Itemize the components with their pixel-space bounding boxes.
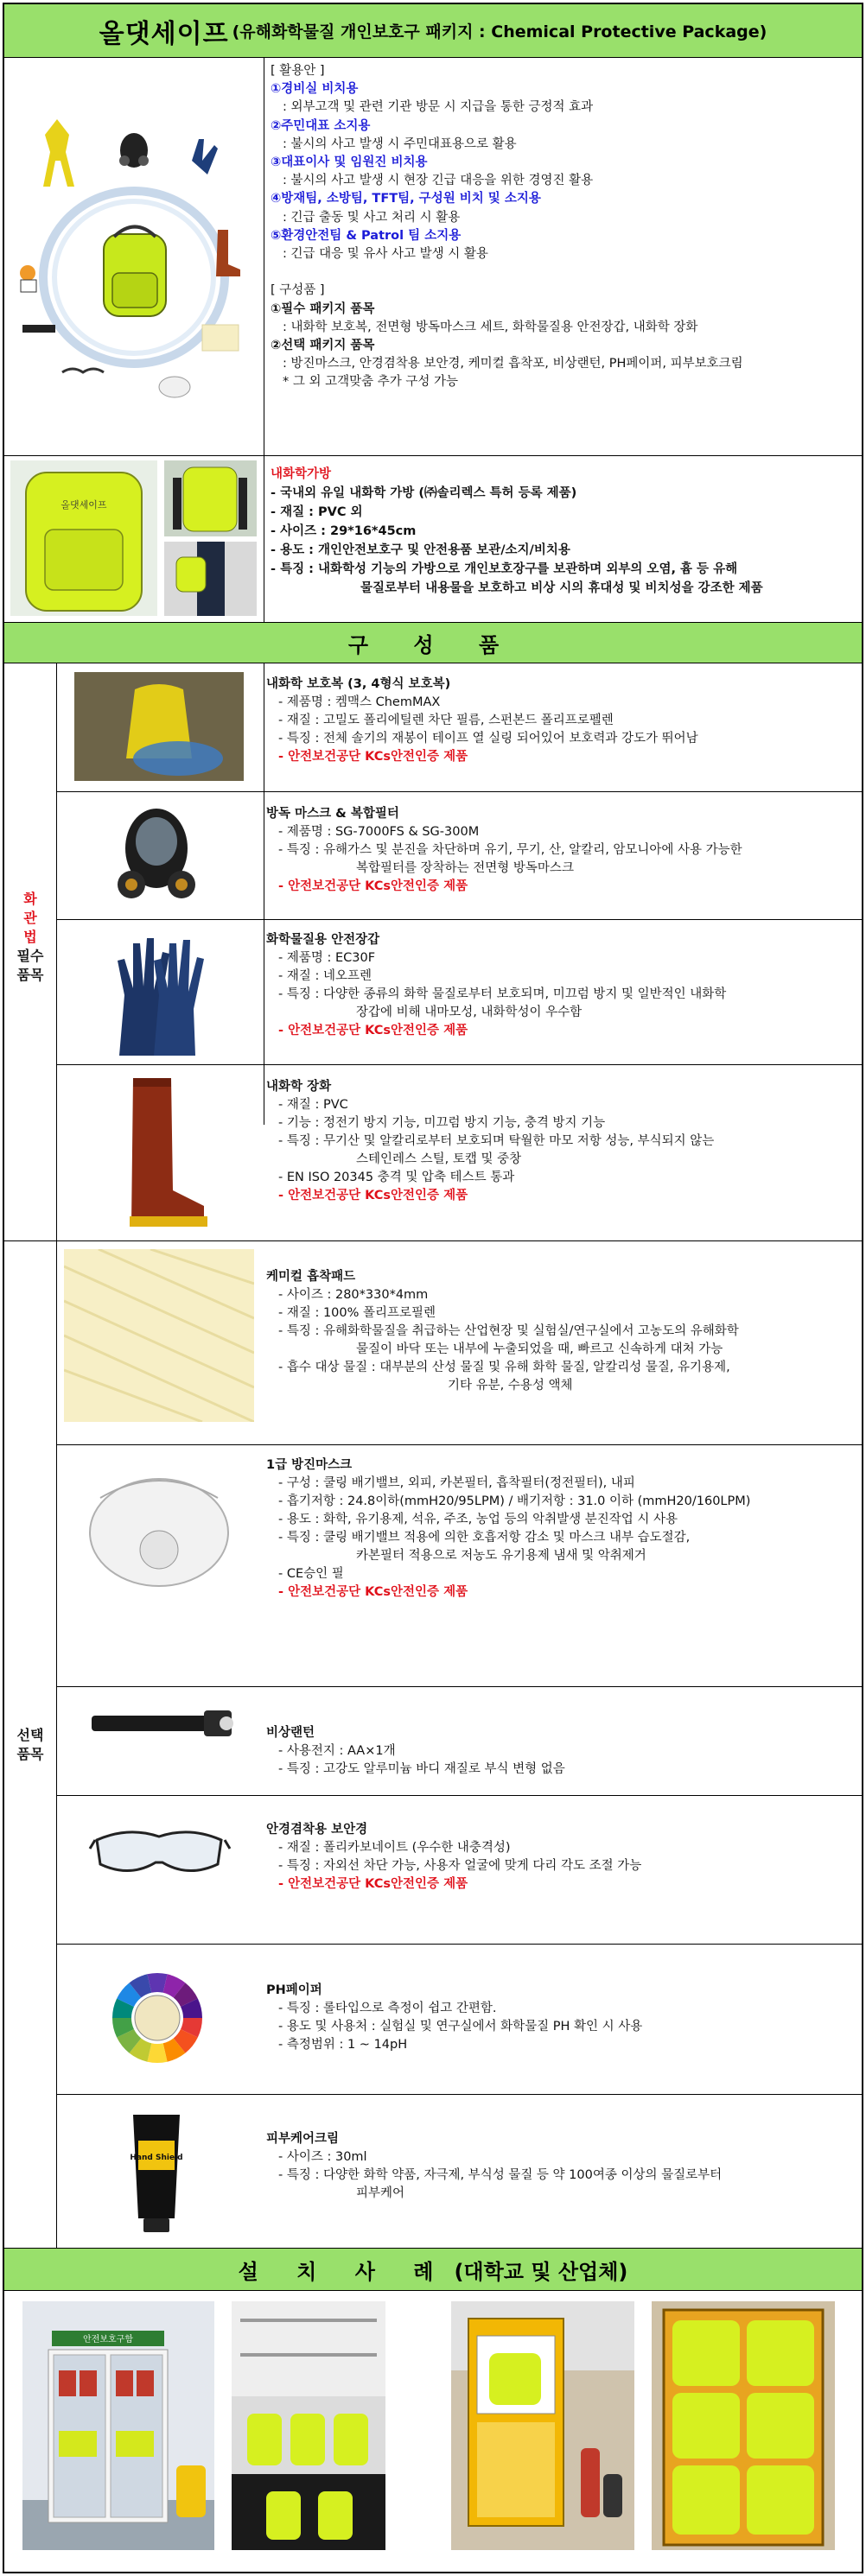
boot-line-3-cont: 스테인레스 스틸, 토캡 및 중창 <box>356 1152 522 1166</box>
ph-paper-photo <box>109 1970 206 2066</box>
lantern-line-1: - 사용전지 : AA×1개 <box>278 1744 396 1758</box>
bag-line-5-cont: 물질로부터 내용물을 보호하고 비상 시의 휴대성 및 비치성을 강조한 제품 <box>360 581 763 595</box>
mask-line-1: - 제품명 : SG-7000FS & SG-300M <box>278 825 480 839</box>
row-divider <box>4 455 862 456</box>
row-divider-glove <box>56 1064 862 1065</box>
mask-photo <box>105 798 207 912</box>
ph-line-1: - 특징 : 롤타입으로 측정이 쉽고 간편함. <box>278 2002 497 2015</box>
config-heading: [ 구성품 ] <box>271 283 325 298</box>
boot-title: 내화학 장화 <box>266 1080 332 1094</box>
pad-line-2: - 재질 : 100% 폴리프로필렌 <box>278 1306 436 1320</box>
dust-line-4-cont: 카본필터 적용으로 저농도 유기용제 냄새 및 악취제거 <box>356 1549 646 1563</box>
goggles-line-2: - 특징 : 자외선 차단 가능, 사용자 얼굴에 맞게 다리 각도 조절 가능 <box>278 1859 642 1873</box>
boot-line-2: - 기능 : 정전기 방지 기능, 미끄럼 방지 기능, 충격 방지 기능 <box>278 1116 606 1130</box>
usage-item-1: ①경비실 비치용 <box>271 82 359 97</box>
ph-title: PH페이퍼 <box>266 1983 322 1997</box>
usage-item-2-desc: : 불시의 사고 발생 시 주민대표용으로 활용 <box>283 136 517 151</box>
goggles-title: 안경겸착용 보안경 <box>266 1823 368 1837</box>
optional-word-2: 품목 <box>16 1746 44 1762</box>
cream-tube-text: Hand Shield <box>130 2154 183 2162</box>
dust-cert: - 안전보건공단 KCs안전인증 제품 <box>278 1585 468 1599</box>
required-char-3: 법 <box>23 929 37 945</box>
pad-line-3: - 특징 : 유해화학물질을 취급하는 산업현장 및 실험실/연구실에서 고농도의 유해화학 <box>278 1324 739 1338</box>
boot-text <box>266 1078 714 1205</box>
required-char-2: 관 <box>23 910 37 926</box>
required-word-2: 품목 <box>16 967 44 983</box>
dust-line-1: - 구성 : 쿨링 배기밸브, 외피, 카본필터, 흡착필터(정전필터), 내피 <box>278 1476 635 1490</box>
optional-word-1: 선택 <box>16 1727 44 1743</box>
bag-line-1: - 국내외 유일 내화학 가방 (㈜솔리렉스 특허 등록 제품) <box>271 486 577 500</box>
dust-line-5: - CE승인 필 <box>278 1567 344 1581</box>
goggles-text <box>266 1821 641 1894</box>
required-label <box>4 890 56 985</box>
usage-heading: [ 활용안 ] <box>271 64 325 78</box>
cream-line-2: - 특징 : 다양한 화학 약품, 자극제, 부식성 물질 등 약 100여종 이상의 물질로부터 <box>278 2168 723 2182</box>
install-photo-4 <box>652 2301 835 2550</box>
pad-line-1: - 사이즈 : 280*330*4mm <box>278 1288 429 1302</box>
boot-line-1: - 재질 : PVC <box>278 1098 348 1112</box>
suit-line-3: - 특징 : 전체 솔기의 재봉이 테이프 열 실링 되어있어 보호력과 강도가 뛰어남 <box>278 732 698 746</box>
bag-text <box>271 465 763 598</box>
row-divider-pad <box>56 1444 862 1445</box>
bag-photo-main <box>10 460 157 616</box>
mask-title: 방독 마스크 & 복합필터 <box>266 807 399 821</box>
usage-item-3-desc: : 불시의 사고 발생 시 현장 긴급 대응을 위한 경영진 활용 <box>283 174 594 188</box>
pad-title: 케미컬 흡착패드 <box>266 1270 356 1284</box>
composition-title: 구 성 품 <box>347 632 519 657</box>
package-illustration <box>10 66 258 446</box>
cream-line-1: - 사이즈 : 30ml <box>278 2150 367 2164</box>
mask-text <box>266 805 742 896</box>
install-title-spaced: 설 치 사 례 <box>238 2259 449 2284</box>
install-photo-1 <box>22 2301 214 2550</box>
bag-title: 내화학가방 <box>271 467 332 481</box>
dust-line-2: - 흡기저항 : 24.8이하(mmH20/95LPM) / 배기저항 : 31.0 이하 (mmH20/160LPM) <box>278 1494 751 1508</box>
install-photo-2 <box>232 2301 385 2550</box>
pad-text <box>266 1268 739 1395</box>
config-note: * 그 외 고객맞춤 추가 구성 가능 <box>283 375 458 390</box>
usage-text <box>271 62 743 392</box>
boot-cert: - 안전보건공단 KCs안전인증 제품 <box>278 1189 468 1202</box>
row-divider-suit <box>56 791 862 792</box>
lantern-photo <box>83 1702 239 1745</box>
install-photo-3 <box>451 2301 634 2550</box>
suit-title: 내화학 보호복 (3, 4형식 보호복) <box>266 677 451 691</box>
pad-line-4: - 흡수 대상 물질 : 대부분의 산성 물질 및 유해 화학 물질, 알칼리성 물질, 유기용제, <box>278 1361 730 1374</box>
ph-line-2: - 용도 및 사용처 : 실험실 및 연구실에서 화학물질 PH 확인 시 사용 <box>278 2020 643 2034</box>
mask-line-2: - 특징 : 유해가스 및 분진을 차단하며 유기, 무기, 산, 알칼리, 암모니아에 사용 가능한 <box>278 843 742 857</box>
glove-text <box>266 931 726 1040</box>
row-divider-dust <box>56 1686 862 1687</box>
goggles-line-1: - 재질 : 폴리카보네이트 (우수한 내충격성) <box>278 1841 511 1855</box>
usage-item-2: ②주민대표 소지용 <box>271 118 371 133</box>
glove-line-2: - 재질 : 네오프렌 <box>278 969 372 983</box>
config-required: ①필수 패키지 품목 <box>271 301 375 316</box>
config-optional: ②선택 패키지 품목 <box>271 339 375 353</box>
required-word-1: 필수 <box>16 948 44 964</box>
bag-line-3: - 사이즈 : 29*16*45cm <box>271 524 417 538</box>
row-divider-ph <box>56 2094 862 2095</box>
cream-line-2-cont: 피부케어 <box>356 2186 405 2200</box>
row-divider-mask <box>56 919 862 920</box>
goggles-photo <box>86 1814 233 1890</box>
boot-line-4: - EN ISO 20345 충격 및 압축 테스트 통과 <box>278 1171 515 1184</box>
usage-item-4-desc: : 긴급 출동 및 사고 처리 시 활용 <box>283 210 461 225</box>
glove-photo <box>102 926 206 1057</box>
install-title-rest: (대학교 및 산업체) <box>454 2259 628 2284</box>
glove-cert: - 안전보건공단 KCs안전인증 제품 <box>278 1024 468 1037</box>
dust-mask-photo <box>74 1463 244 1593</box>
dust-line-4: - 특징 : 쿨링 배기밸브 적용에 의한 호흡저항 감소 및 마스크 내부 습도절감, <box>278 1531 691 1545</box>
usage-item-3: ③대표이사 및 임원진 비치용 <box>271 155 428 170</box>
row-divider-goggles <box>56 1944 862 1945</box>
row-divider-boot <box>56 1240 862 1241</box>
glove-title: 화학물질용 안전장갑 <box>266 933 380 947</box>
glove-line-1: - 제품명 : EC30F <box>278 951 376 965</box>
label-column-divider <box>56 663 57 2248</box>
lantern-line-2: - 특징 : 고강도 알루미늄 바디 재질로 부식 변형 없음 <box>278 1762 565 1776</box>
title-sub: (유해화학물질 개인보호구 패키지 : Chemical Protective Package) <box>232 22 767 41</box>
optional-label <box>4 1726 56 1764</box>
goggles-cert: - 안전보건공단 KCs안전인증 제품 <box>278 1877 468 1891</box>
dust-line-3: - 용도 : 화학, 유기용제, 석유, 주조, 농업 등의 악취발생 분진작업 시 사용 <box>278 1513 678 1526</box>
ph-line-3: - 측정범위 : 1 ~ 14pH <box>278 2038 408 2052</box>
cream-text <box>266 2130 722 2203</box>
mask-cert: - 안전보건공단 KCs안전인증 제품 <box>278 879 468 893</box>
mask-line-2-cont: 복합필터를 장착하는 전면형 방독마스크 <box>356 861 574 875</box>
ph-text <box>266 1982 642 2054</box>
page-title <box>4 4 862 58</box>
usage-item-5: ⑤환경안전팀 & Patrol 팀 소지용 <box>271 228 462 243</box>
bag-photo-person <box>164 542 257 616</box>
composition-header <box>4 622 862 663</box>
usage-item-4: ④방재팀, 소방팀, TFT팀, 구성원 비치 및 소지용 <box>271 192 541 206</box>
suit-line-2: - 재질 : 고밀도 폴리에틸렌 차단 필름, 스펀본드 폴리프로펠렌 <box>278 714 614 727</box>
installation-header <box>4 2248 862 2291</box>
config-required-desc: : 내화학 보호복, 전면형 방독마스크 세트, 화학물질용 안전장갑, 내화학 장화 <box>283 320 698 334</box>
title-main: 올댓세이프 <box>99 18 229 49</box>
bag-print-text: 올댓세이프 <box>60 499 107 511</box>
group-divider <box>4 1240 56 1241</box>
suit-photo <box>74 672 244 781</box>
dust-mask-text <box>266 1456 750 1602</box>
lantern-title: 비상랜턴 <box>266 1726 315 1740</box>
boot-line-3: - 특징 : 무기산 및 알칼리로부터 보호되며 탁월한 마모 저항 성능, 부식되지 않는 <box>278 1134 715 1148</box>
suit-line-1: - 제품명 : 켐맥스 ChemMAX <box>278 695 441 709</box>
usage-item-5-desc: : 긴급 대응 및 유사 사고 발생 시 활용 <box>283 247 488 262</box>
dust-title: 1급 방진마스크 <box>266 1458 353 1472</box>
pad-line-4-cont: 기타 유분, 수용성 액체 <box>448 1379 573 1393</box>
cream-photo <box>121 2106 192 2236</box>
suit-cert: - 안전보건공단 KCs안전인증 제품 <box>278 750 468 764</box>
ph-paper-roll <box>135 1995 180 2040</box>
cabinet-sign-text: 안전보호구함 <box>83 2335 133 2344</box>
bag-line-4: - 용도 : 개인안전보호구 및 안전용품 보관/소지/비치용 <box>271 543 570 557</box>
cream-title: 피부케어크림 <box>266 2132 340 2146</box>
row-divider-lantern <box>56 1795 862 1796</box>
config-optional-desc: : 방진마스크, 안경겸착용 보안경, 케미컬 흡착포, 비상랜턴, PH페이퍼, 피부보호크림 <box>283 357 743 371</box>
boot-photo <box>104 1071 211 1234</box>
bag-line-2: - 재질 : PVC 외 <box>271 505 363 519</box>
pad-photo <box>64 1249 254 1422</box>
lantern-text <box>266 1724 565 1779</box>
pad-line-3-cont: 물질이 바닥 또는 내부에 누출되었을 때, 빠르고 신속하게 대처 가능 <box>356 1342 723 1356</box>
bag-photo-back <box>164 460 257 536</box>
bag-line-5: - 특징 : 내화학성 기능의 가방으로 개인보호장구를 보관하며 외부의 오염, 흄 등 유해 <box>271 562 738 576</box>
required-char-1: 화 <box>23 891 37 907</box>
suit-text <box>266 676 698 766</box>
glove-line-3-cont: 장갑에 비해 내마모성, 내화학성이 우수함 <box>356 1006 583 1019</box>
glove-line-3: - 특징 : 다양한 종류의 화학 물질로부터 보호되며, 미끄럼 방지 및 일반적인 내화학 <box>278 987 727 1001</box>
usage-item-1-desc: : 외부고객 및 관련 기관 방문 시 지급을 통한 긍정적 효과 <box>283 100 594 115</box>
